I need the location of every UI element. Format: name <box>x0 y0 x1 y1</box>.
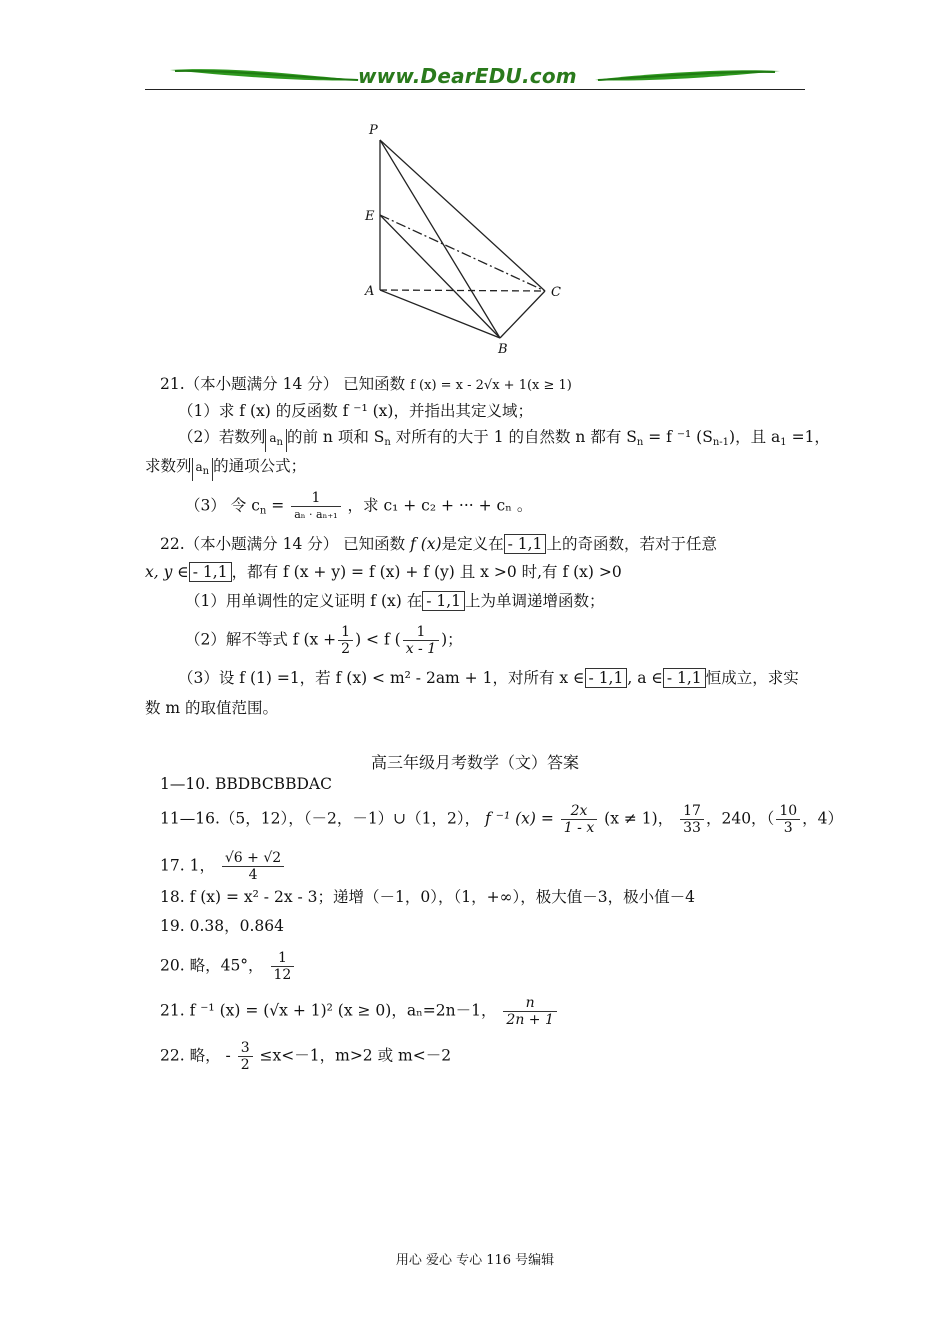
q22-part3: （3）设 f (1) =1，若 f (x) < m² - 2am + 1，对所有 x ∈ - 1,1 , a ∈ - 1,1 恒成立，求实 <box>178 669 799 687</box>
answer-1-10: 1—10. BBDBCBBDAC <box>160 775 332 793</box>
q21-part2-line1: （2）若数列 $a_n$ 的前 n 项和 $S_n$ 对所有的大于 1 的自然数 n 都有 $S_n = f$ ⁻¹ $(S_{n-1})$，且 $a_1 =1$， <box>178 427 830 453</box>
pyramid-figure <box>355 118 585 358</box>
answer-11-16: 11—16.（5，12），（－2，－1）∪（1，2）， f ⁻¹ (x) = $\frac{2x}{1 - x}$ (x ≠ 1)， $\frac{17}{33}$ ，240，（ $\frac{10}{3}$ ，4） <box>160 803 844 836</box>
label-P: P <box>369 123 378 138</box>
answers-title: 高三年级月考数学（文）答案 <box>370 753 579 772</box>
answer-18: 18. f (x) = x² - 2x - 3；递增（－1，0），（1，+∞），极大值－3，极小值－4 <box>160 888 695 906</box>
q22-line2: x, y ∈ - 1,1 ，都有 f (x + y) = f (x) + f (y) 且 x >0 时,有 f (x) >0 <box>145 563 622 581</box>
answer-17: 17. 1， $\frac{√6 + √2}{4}$ <box>160 850 286 883</box>
answer-21: 21. f ⁻¹ (x) = (√x + 1)² (x ≥ 0)，aₙ=2n－1， $\frac{n}{2n + 1}$ <box>160 995 559 1028</box>
q21-part3: （3） 令 $c_n$ = $\frac{1}{\text{aₙ · aₙ₊₁}}$ ，求 c₁ + c₂ + ··· + cₙ 。 <box>185 490 533 521</box>
header-rule <box>145 89 805 90</box>
site-logo-text[interactable]: www.DearEDU.com <box>358 64 577 88</box>
q22-part3-line2: 数 m 的取值范围。 <box>145 699 279 717</box>
answer-20: 20. 略，45°， $\frac{1}{12}$ <box>160 950 296 983</box>
label-A: A <box>365 284 375 299</box>
q21-intro: 21.（本小题满分 14 分） 已知函数 f (x) = x - 2√x + 1(x ≥ 1) <box>160 375 572 393</box>
answer-22: 22. 略， - $\frac{3}{2}$ ≤x<－1，m>2 或 m<－2 <box>160 1040 452 1073</box>
q22-part2: （2）解不等式 f (x + $\frac{1}{2}$ ) < f ( $\frac{1}{x - 1}$ )； <box>185 624 463 657</box>
answer-19: 19. 0.38，0.864 <box>160 917 284 935</box>
fraction-cn: $\frac{1}{\text{aₙ · aₙ₊₁}}$ <box>291 490 340 523</box>
q22-part1: （1）用单调性的定义证明 f (x) 在 - 1,1 上为单调递增函数； <box>185 592 605 610</box>
label-E: E <box>365 209 375 224</box>
abs-an-2: $a_n$ <box>192 458 214 481</box>
page-footer: 用心 爱心 专心 116 号编辑 <box>395 1253 555 1268</box>
q21-part1: （1）求 f (x) 的反函数 f ⁻¹ (x)，并指出其定义域； <box>178 402 533 420</box>
label-C: C <box>551 285 561 300</box>
q21-part2-line2: 求数列 $a_n$ 的通项公式； <box>145 456 306 481</box>
q21-function: f (x) = x - 2√x + 1(x ≥ 1) <box>410 378 572 393</box>
q22-intro: 22.（本小题满分 14 分） 已知函数 f (x)是定义在 - 1,1 上的奇函数，若对于任意 <box>160 535 717 553</box>
label-B: B <box>498 342 508 357</box>
abs-an: $a_n$ <box>265 429 287 452</box>
